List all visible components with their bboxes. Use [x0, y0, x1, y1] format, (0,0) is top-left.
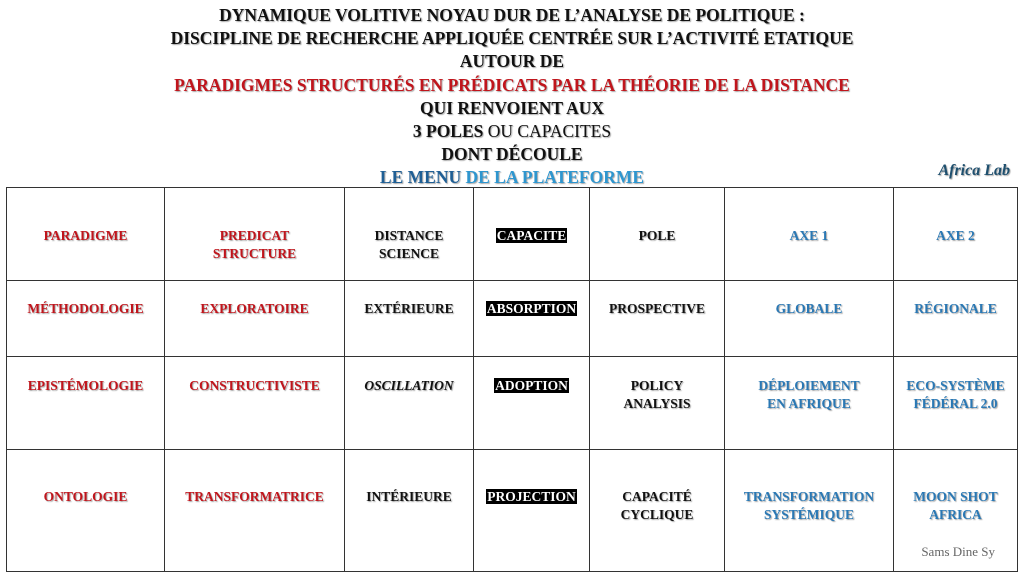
cell-pole: CAPACITÉ CYCLIQUE: [590, 450, 725, 572]
table-header-row: [7, 188, 1018, 281]
cell-pole: PROSPECTIVE: [590, 281, 725, 357]
cell-axe-2: MOON SHOT AFRICA Sams Dine Sy: [894, 450, 1018, 572]
title-line-1: DYNAMIQUE VOLITIVE NOYAU DUR DE L’ANALYSE DE POLITIQUE :: [219, 5, 805, 25]
cell-paradigme: MÉTHODOLOGIE: [7, 281, 165, 357]
cell-capacite: PROJECTION: [474, 450, 590, 572]
title-line-7: DONT DÉCOULE: [441, 144, 583, 165]
table-row: [7, 450, 1018, 572]
title-line-6-bold: 3 POLES: [412, 121, 484, 142]
table-row: [7, 281, 1018, 357]
header-cell-paradigme: PARADIGME: [7, 188, 165, 281]
header-cell-axe-2: AXE 2: [894, 188, 1018, 281]
cell-capacite: ADOPTION: [474, 357, 590, 450]
cell-axe-2: RÉGIONALE: [894, 281, 1018, 357]
header-cell-axe-1: AXE 1: [725, 188, 894, 281]
cell-distance: EXTÉRIEURE: [345, 281, 474, 357]
title-line-4: PARADIGMES STRUCTURÉS EN PRÉDICATS PAR LA THÉORIE DE LA DISTANCE: [174, 74, 850, 95]
menu-heading: [0, 166, 1024, 189]
platform-menu-table: [6, 187, 1018, 572]
cell-predicat: CONSTRUCTIVISTE: [165, 357, 345, 450]
title-block: [0, 4, 1024, 189]
cell-distance: OSCILLATION: [345, 357, 474, 450]
cell-axe-1: DÉPLOIEMENT EN AFRIQUE: [725, 357, 894, 450]
header-cell-predicat: PREDICAT STRUCTURE: [165, 188, 345, 281]
cell-paradigme: EPISTÉMOLOGIE: [7, 357, 165, 450]
header-cell-capacite: CAPACITE: [474, 188, 590, 281]
header-cell-pole: POLE: [590, 188, 725, 281]
cell-pole: POLICY ANALYSIS: [590, 357, 725, 450]
table-row: [7, 357, 1018, 450]
author-signature: Sams Dine Sy: [921, 544, 995, 559]
cell-distance: INTÉRIEURE: [345, 450, 474, 572]
title-line-5: QUI RENVOIENT AUX: [419, 97, 605, 118]
cell-axe-1: TRANSFORMATION SYSTÉMIQUE: [725, 450, 894, 572]
header-cell-distance: DISTANCE SCIENCE: [345, 188, 474, 281]
cell-axe-1: GLOBALE: [725, 281, 894, 357]
cell-predicat: TRANSFORMATRICE: [165, 450, 345, 572]
cell-paradigme: ONTOLOGIE: [7, 450, 165, 572]
title-line-6: [0, 120, 1024, 143]
menu-heading-light: DE LA PLATEFORME: [465, 167, 645, 188]
cell-axe-2: ECO-SYSTÈME FÉDÉRAL 2.0: [894, 357, 1018, 450]
brand-label: Africa Lab: [938, 162, 1010, 179]
cell-predicat: EXPLORATOIRE: [165, 281, 345, 357]
title-line-3: AUTOUR DE: [459, 51, 565, 72]
title-line-6-light: OU CAPACITES: [483, 121, 612, 142]
menu-heading-dark: LE MENU: [379, 167, 466, 188]
cell-capacite: ABSORPTION: [474, 281, 590, 357]
title-line-2: DISCIPLINE DE RECHERCHE APPLIQUÉE CENTRÉE SUR L’ACTIVITÉ ETATIQUE: [170, 28, 854, 49]
